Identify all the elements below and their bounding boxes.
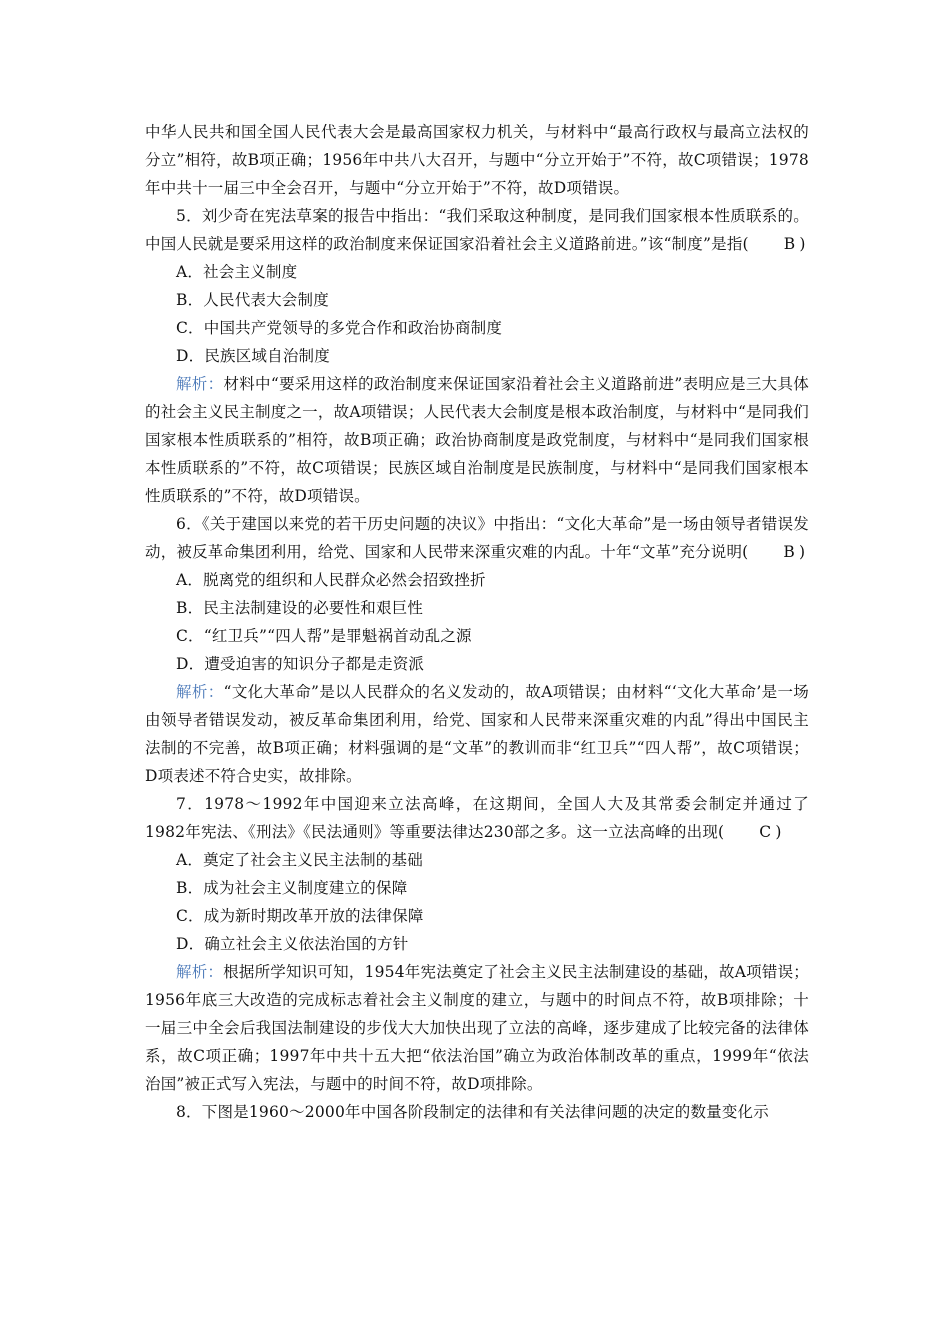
analysis: 解析：“文化大革命”是以人民群众的名义发动的，故A项错误；由材料“‘文化大革命’是一场由领导者错误发动，被反革命集团利用，给党、国家和人民带来深重灾难的内乱”得出中国民主法制的不完善，故B项正确；材料强调的是“文革”的教训而非“红卫兵”“四人帮”，故C项错误；D项表述不符合史实，故排除。 [145,683,809,785]
question-stem: 5．刘少奇在宪法草案的报告中指出：“我们采取这种制度，是同我们国家根本性质联系的。中国人民就是要采用这样的政治制度来保证国家沿着社会主义道路前进。”该“制度”是指( B ) [145,202,809,258]
option-c: C．成为新时期改革开放的法律保障 [176,907,424,925]
option-d: D．遭受迫害的知识分子都是走资派 [176,655,425,673]
analysis-label: 解析： [176,963,224,981]
answer-letter: B [783,235,796,253]
option-a: A．社会主义制度 [176,263,298,281]
question-stem: 6．《关于建国以来党的若干历史问题的决议》中指出：“文化大革命”是一场由领导者错误发动，被反革命集团利用，给党、国家和人民带来深重灾难的内乱。十年“文革”充分说明( B ) [145,510,809,566]
option-b: B．人民代表大会制度 [176,291,329,309]
option-d: D．民族区域自治制度 [176,347,330,365]
option-b: B．成为社会主义制度建立的保障 [176,879,408,897]
analysis-label: 解析： [176,683,224,701]
question-8-stem: 8．下图是1960～2000年中国各阶段制定的法律和有关法律问题的决定的数量变化示 [176,1103,769,1121]
question-6 [145,510,809,790]
option-a: A．奠定了社会主义民主法制的基础 [176,851,423,869]
answer-letter: C [759,823,772,841]
option-a: A．脱离党的组织和人民群众必然会招致挫折 [176,571,486,589]
question-7 [145,790,809,1098]
option-c: C．“红卫兵”“四人帮”是罪魁祸首动乱之源 [176,627,472,645]
option-c: C．中国共产党领导的多党合作和政治协商制度 [176,319,503,337]
document-page [145,118,809,1126]
question-stem: 7．1978～1992年中国迎来立法高峰，在这期间，全国人大及其常委会制定并通过了1982年宪法、《刑法》《民法通则》等重要法律达230部之多。这一立法高峰的出现( C ) [145,790,809,846]
answer-letter: B [783,543,795,561]
analysis: 解析：材料中“要采用这样的政治制度来保证国家沿着社会主义道路前进”表明应是三大具体的社会主义民主制度之一，故A项错误；人民代表大会制度是根本政治制度，与材料中“是同我们国家根本性质联系的”相符，故B项正确；政治协商制度是政党制度，与材料中“是同我们国家根本性质联系的”不符，故C项错误；民族区域自治制度是民族制度，与材料中“是同我们国家根本性质联系的”不符，故D项错误。 [145,375,809,505]
option-d: D．确立社会主义依法治国的方针 [176,935,409,953]
option-b: B．民主法制建设的必要性和艰巨性 [176,599,424,617]
analysis: 解析：根据所学知识可知，1954年宪法奠定了社会主义民主法制建设的基础，故A项错误；1956年底三大改造的完成标志着社会主义制度的建立，与题中的时间点不符，故B项排除；十一届三中全会后我国法制建设的步伐大大加快出现了立法的高峰，逐步建成了比较完备的法律体系，故C项正确；1997年中共十五大把“依法治国”确立为政治体制改革的重点，1999年“依法治国”被正式写入宪法，与题中的时间不符，故D项排除。 [145,963,809,1093]
intro-paragraph: 中华人民共和国全国人民代表大会是最高国家权力机关，与材料中“最高行政权与最高立法权的分立”相符，故B项正确；1956年中共八大召开，与题中“分立开始于”不符，故C项错误；1978年中共十一届三中全会召开，与题中“分立开始于”不符，故D项错误。 [145,123,809,197]
analysis-label: 解析： [176,375,224,393]
question-5 [145,202,809,510]
